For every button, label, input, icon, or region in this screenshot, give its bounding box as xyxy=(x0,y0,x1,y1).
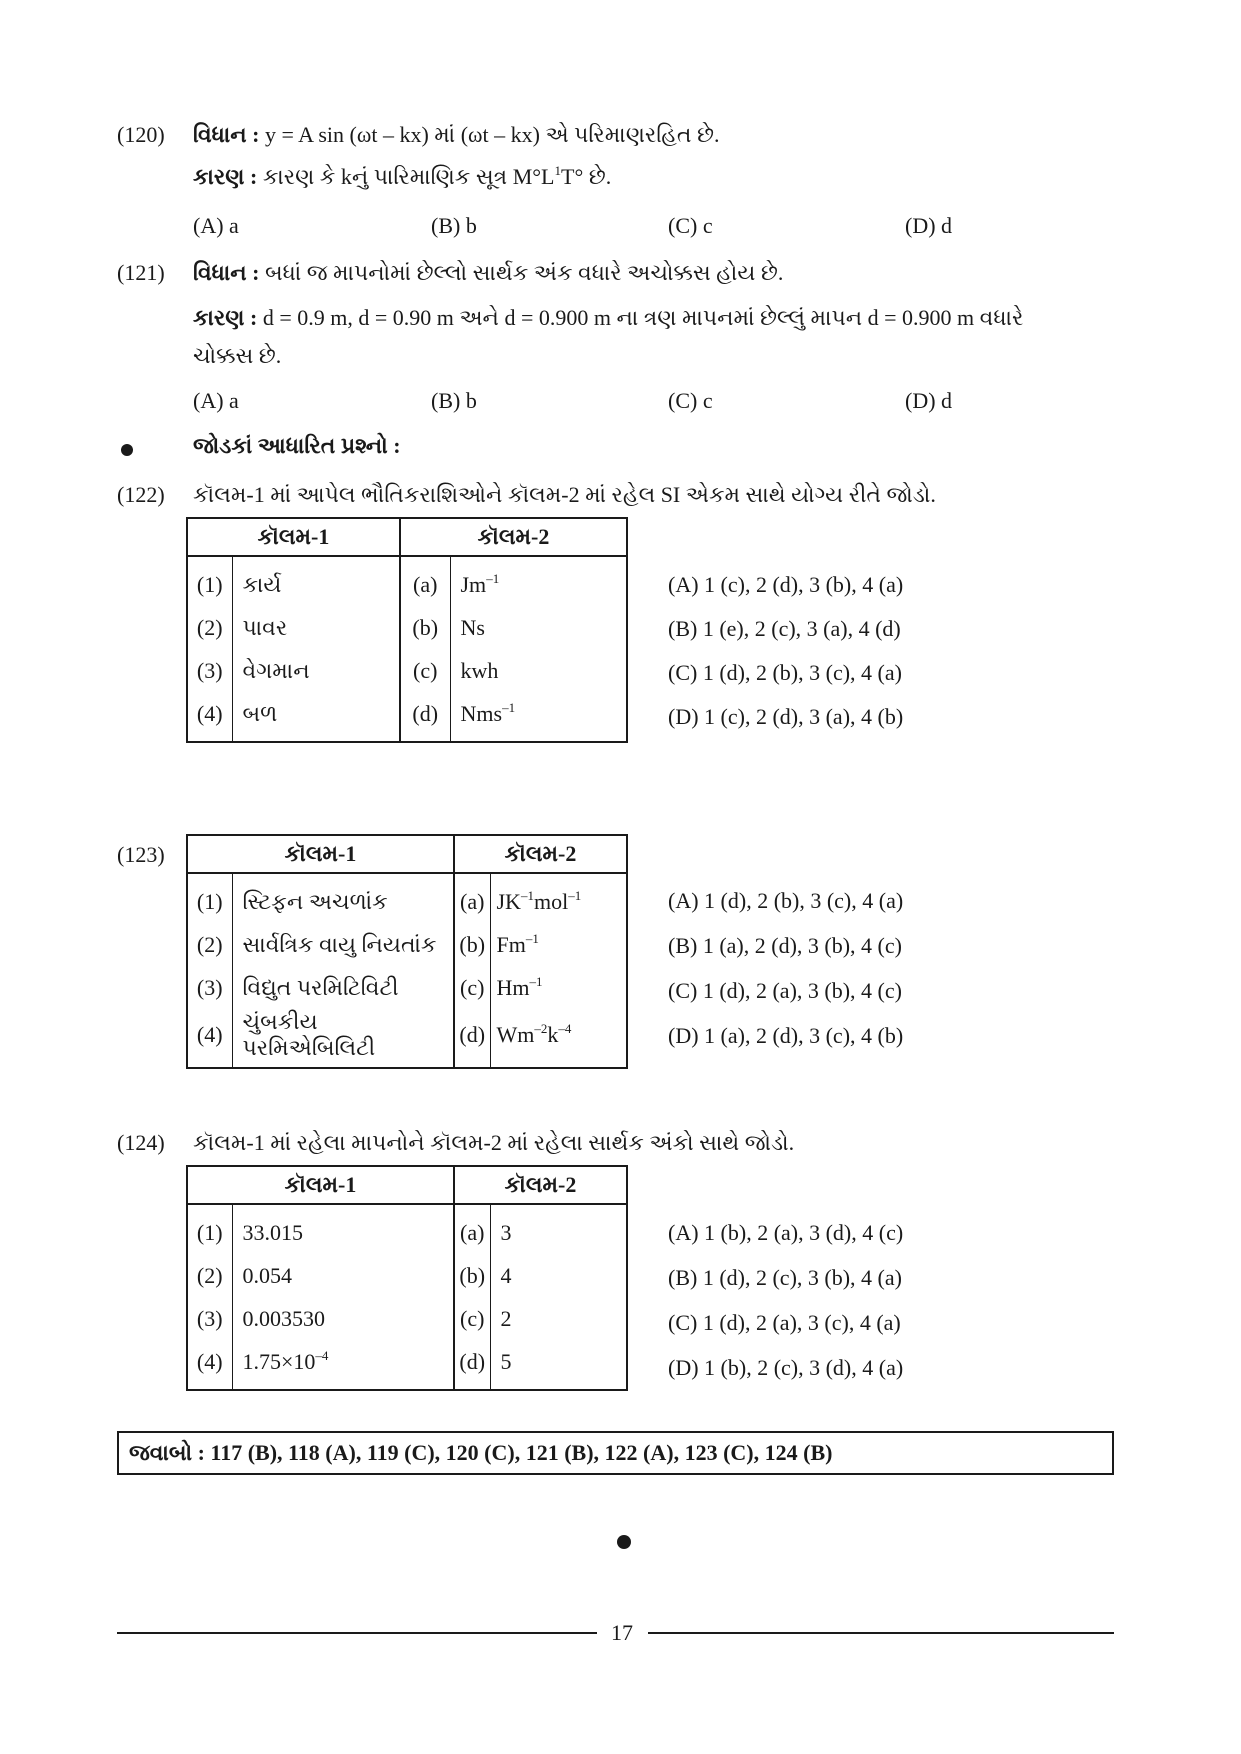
reason-text-end: T° છે. xyxy=(561,164,612,189)
table-row xyxy=(187,649,627,692)
row-letter: (d) xyxy=(454,1009,490,1068)
reason-label: કારણ : xyxy=(193,305,258,330)
unit-text: k xyxy=(547,1022,559,1047)
unit-superscript: –4 xyxy=(558,1021,572,1036)
option-d[interactable]: (D) 1 (c), 2 (d), 3 (a), 4 (b) xyxy=(668,704,904,729)
page-number: 17 xyxy=(611,1620,633,1645)
row-letter: (c) xyxy=(454,1297,490,1340)
unit-superscript: –1 xyxy=(529,973,543,989)
table-row xyxy=(187,556,627,606)
row-unit xyxy=(450,649,627,692)
row-number: (2) xyxy=(187,606,232,649)
statement-line xyxy=(193,260,783,286)
statement-text: y = A sin (ωt – kx) માં (ωt – kx) એ પરિમાણરહિત છે. xyxy=(264,122,720,147)
row-unit xyxy=(450,692,627,742)
row-unit xyxy=(490,923,627,966)
row-number: (3) xyxy=(187,1297,232,1340)
row-item: ચુંબકીય પરમિએબિલિટી xyxy=(232,1009,454,1068)
row-number: (2) xyxy=(187,923,232,966)
unit-text: Ns xyxy=(460,614,485,640)
unit-text: kwh xyxy=(460,657,499,683)
unit-text: Nms xyxy=(460,700,503,726)
row-letter: (d) xyxy=(454,1340,490,1390)
question-number: (124) xyxy=(117,1130,165,1155)
row-letter: (a) xyxy=(454,873,490,923)
end-bullet-icon xyxy=(617,1535,631,1549)
row-letter: (b) xyxy=(454,923,490,966)
row-value: 2 xyxy=(500,1305,512,1331)
row-item: કાર્ય xyxy=(232,556,400,606)
row-value: 4 xyxy=(500,1262,512,1288)
unit-text: JK xyxy=(496,888,521,914)
question-number: (121) xyxy=(117,260,165,285)
row-value: 3 xyxy=(500,1219,512,1245)
question-number: (120) xyxy=(117,122,165,147)
row-item: સ્ટિફન અચળાંક xyxy=(232,873,454,923)
column-1-header: કૉલમ-1 xyxy=(187,1166,454,1204)
unit-text: Hm xyxy=(496,974,530,1000)
option-b[interactable]: (B) b xyxy=(431,388,477,413)
option-d[interactable]: (D) d xyxy=(905,388,953,413)
option-c[interactable]: (C) 1 (d), 2 (a), 3 (b), 4 (c) xyxy=(668,978,902,1003)
table-row xyxy=(187,1340,627,1390)
unit-text: Fm xyxy=(496,931,526,957)
reason-superscript: 1 xyxy=(554,163,561,178)
answers-text: 117 (B), 118 (A), 119 (C), 120 (C), 121 (B), 122 (A), 123 (C), 124 (B) xyxy=(210,1440,833,1465)
row-number: (1) xyxy=(187,1204,232,1254)
option-b[interactable]: (B) 1 (e), 2 (c), 3 (a), 4 (d) xyxy=(668,616,901,641)
unit-superscript: –1 xyxy=(568,887,582,903)
unit-superscript: –1 xyxy=(525,930,539,946)
row-item xyxy=(232,1254,454,1297)
question-text: કૉલમ-1 માં રહેલા માપનોને કૉલમ-2 માં રહેલા સાર્થક અંકો સાથે જોડો. xyxy=(193,1130,795,1155)
question-number: (122) xyxy=(117,482,165,507)
footer-rule-right xyxy=(648,1632,1114,1634)
statement-label: વિધાન : xyxy=(193,122,260,147)
option-b[interactable]: (B) b xyxy=(431,213,477,238)
table-row xyxy=(187,923,627,966)
row-unit xyxy=(490,1009,627,1068)
statement-line xyxy=(193,122,719,148)
column-2-header: કૉલમ-2 xyxy=(454,1166,627,1204)
unit-text: Jm xyxy=(460,571,487,597)
question-number: (123) xyxy=(117,842,165,867)
row-item xyxy=(232,1297,454,1340)
row-letter: (a) xyxy=(454,1204,490,1254)
row-unit xyxy=(490,966,627,1009)
row-item: વેગમાન xyxy=(232,649,400,692)
unit-text: Wm xyxy=(496,1022,535,1047)
row-number: (4) xyxy=(187,1340,232,1390)
unit-superscript: –2 xyxy=(534,1021,548,1036)
table-row xyxy=(187,966,627,1009)
row-unit xyxy=(450,606,627,649)
match-table xyxy=(186,1165,628,1391)
unit-superscript: –1 xyxy=(486,570,500,586)
reason-label: કારણ : xyxy=(193,164,258,189)
option-c[interactable]: (C) 1 (d), 2 (b), 3 (c), 4 (a) xyxy=(668,660,902,685)
option-b[interactable]: (B) 1 (a), 2 (d), 3 (b), 4 (c) xyxy=(668,933,902,958)
column-2-header: કૉલમ-2 xyxy=(454,835,627,873)
footer-rule-left xyxy=(117,1632,597,1634)
item-text: 0.003530 xyxy=(242,1305,325,1331)
row-item: બળ xyxy=(232,692,400,742)
row-item: પાવર xyxy=(232,606,400,649)
row-number: (2) xyxy=(187,1254,232,1297)
unit-text: mol xyxy=(533,888,569,914)
row-letter: (a) xyxy=(400,556,450,606)
option-a[interactable]: (A) 1 (b), 2 (a), 3 (d), 4 (c) xyxy=(668,1220,904,1245)
reason-line xyxy=(193,305,1023,331)
row-letter: (d) xyxy=(400,692,450,742)
table-row xyxy=(187,873,627,923)
answers-box xyxy=(117,1431,1114,1475)
option-d[interactable]: (D) d xyxy=(905,213,953,238)
option-d[interactable]: (D) 1 (b), 2 (c), 3 (d), 4 (a) xyxy=(668,1355,904,1380)
option-d[interactable]: (D) 1 (a), 2 (d), 3 (c), 4 (b) xyxy=(668,1023,904,1048)
row-item xyxy=(232,1204,454,1254)
option-a[interactable]: (A) 1 (d), 2 (b), 3 (c), 4 (a) xyxy=(668,888,904,913)
option-c[interactable]: (C) c xyxy=(668,213,713,238)
item-text: 0.054 xyxy=(242,1262,292,1288)
reason-line-2: ચોક્કસ છે. xyxy=(193,343,282,368)
reason-text: d = 0.9 m, d = 0.90 m અને d = 0.900 m ના ત્રણ માપનમાં છેલ્લું માપન d = 0.900 m વધારે xyxy=(262,305,1024,330)
item-superscript: –4 xyxy=(315,1347,329,1363)
row-letter: (c) xyxy=(454,966,490,1009)
option-a[interactable]: (A) a xyxy=(193,388,239,413)
row-item: વિદ્યુત પરમિટિવિટી xyxy=(232,966,454,1009)
section-title: જોડકાં આધારિત પ્રશ્નો : xyxy=(193,433,401,458)
row-number: (1) xyxy=(187,873,232,923)
row-item xyxy=(232,1340,454,1390)
option-c[interactable]: (C) c xyxy=(668,388,713,413)
table-row xyxy=(187,1009,627,1068)
item-text: 33.015 xyxy=(242,1219,303,1245)
row-number: (3) xyxy=(187,966,232,1009)
item-text: 1.75×10 xyxy=(242,1348,316,1374)
bullet-icon xyxy=(121,444,133,456)
match-table xyxy=(186,834,628,1069)
option-b[interactable]: (B) 1 (d), 2 (c), 3 (b), 4 (a) xyxy=(668,1265,902,1290)
column-1-header: કૉલમ-1 xyxy=(187,518,400,556)
unit-superscript: –1 xyxy=(520,887,534,903)
row-number: (3) xyxy=(187,649,232,692)
row-number: (1) xyxy=(187,556,232,606)
row-number: (4) xyxy=(187,692,232,742)
question-text: કૉલમ-1 માં આપેલ ભૌતિકરાશિઓને કૉલમ-2 માં રહેલ SI એકમ સાથે યોગ્ય રીતે જોડો. xyxy=(193,482,936,507)
statement-text: બધાં જ માપનોમાં છેલ્લો સાર્થક અંક વધારે અચોક્કસ હોય છે. xyxy=(264,260,784,285)
row-unit xyxy=(490,873,627,923)
option-c[interactable]: (C) 1 (d), 2 (a), 3 (c), 4 (a) xyxy=(668,1310,901,1335)
row-letter: (b) xyxy=(400,606,450,649)
table-row xyxy=(187,606,627,649)
unit-superscript: –1 xyxy=(502,699,516,715)
row-number: (4) xyxy=(187,1009,232,1068)
statement-label: વિધાન : xyxy=(193,260,260,285)
match-table xyxy=(186,517,628,743)
reason-text: કારણ કે kનું પારિમાણિક સૂત્ર M°L xyxy=(262,164,555,189)
table-row xyxy=(187,1254,627,1297)
answers-label: જવાબો : xyxy=(129,1440,205,1465)
row-unit xyxy=(450,556,627,606)
table-row xyxy=(187,1204,627,1254)
table-row xyxy=(187,1297,627,1340)
column-2-header: કૉલમ-2 xyxy=(400,518,627,556)
row-item: સાર્વત્રિક વાયુ નિયતાંક xyxy=(232,923,454,966)
option-a[interactable]: (A) 1 (c), 2 (d), 3 (b), 4 (a) xyxy=(668,572,904,597)
option-a[interactable]: (A) a xyxy=(193,213,239,238)
reason-line xyxy=(193,164,611,190)
table-row xyxy=(187,692,627,742)
row-value: 5 xyxy=(500,1348,512,1374)
column-1-header: કૉલમ-1 xyxy=(187,835,454,873)
row-letter: (b) xyxy=(454,1254,490,1297)
row-letter: (c) xyxy=(400,649,450,692)
